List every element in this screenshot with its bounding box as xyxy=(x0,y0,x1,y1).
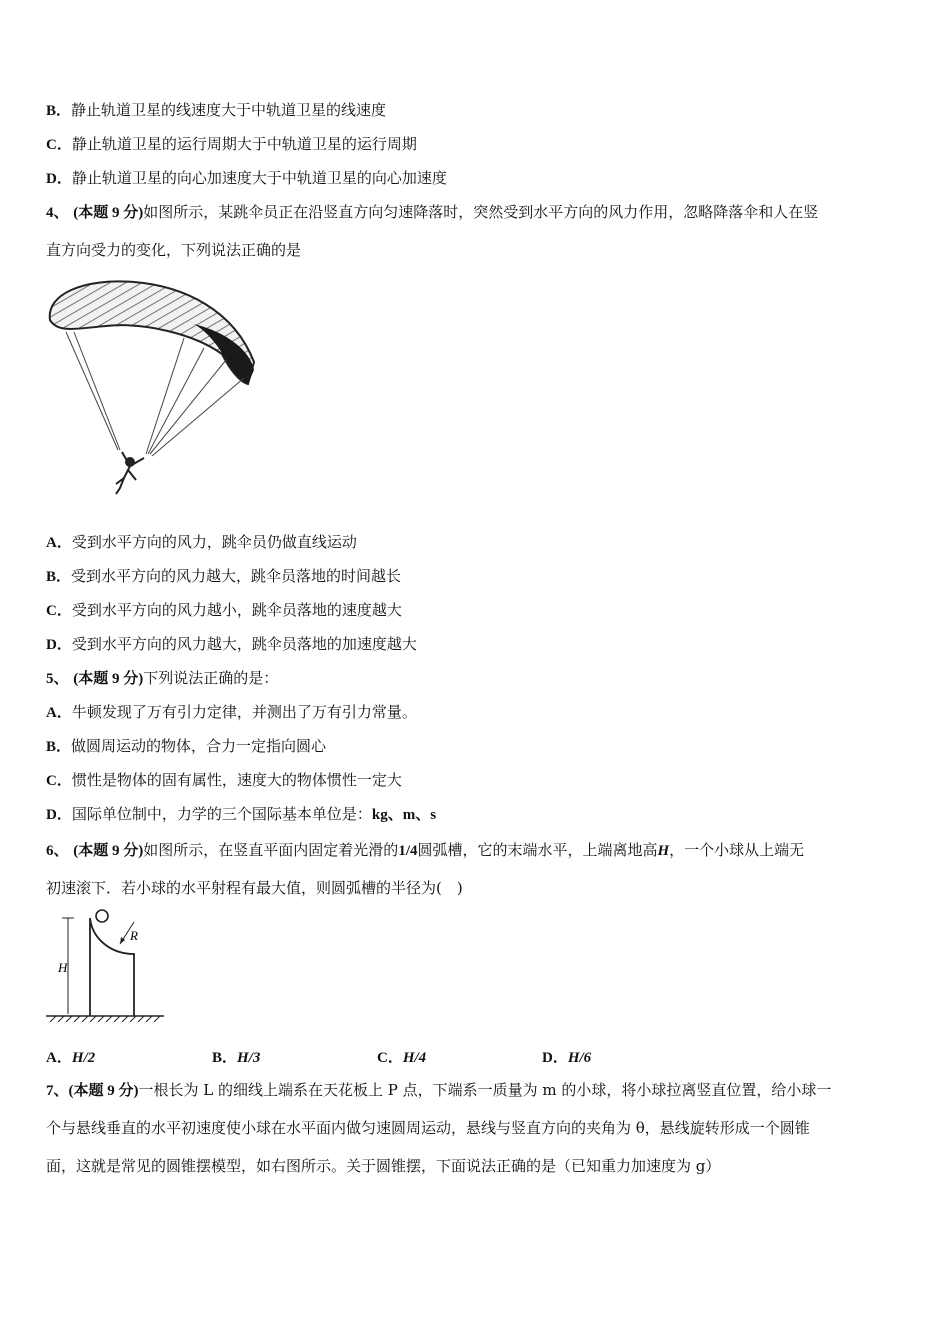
q6-option-d: D．H/6 xyxy=(542,1050,592,1066)
q4-option-d: D．受到水平方向的风力越大，跳伞员落地的加速度越大 xyxy=(46,635,417,653)
q5-stem: 5、 (本题 9 分)下列说法正确的是： xyxy=(46,669,279,687)
q3-option-d: D．静止轨道卫星的向心加速度大于中轨道卫星的向心加速度 xyxy=(46,169,447,187)
q7-line1: 7、(本题 9 分)一根长为 L 的细线上端系在天花板上 P 点，下端系一质量为 m 的小球，将小球拉离竖直位置，给小球一 xyxy=(46,1081,832,1099)
q3-option-c: C．静止轨道卫星的运行周期大于中轨道卫星的运行周期 xyxy=(46,135,417,153)
parachutist-figure xyxy=(116,452,144,494)
q5-option-b: B．做圆周运动的物体，合力一定指向圆心 xyxy=(46,737,327,755)
q4-stem-line1: 4、 (本题 9 分)如图所示，某跳伞员正在沿竖直方向匀速降落时，突然受到水平方向的风力作用，忽略降落伞和人在竖 xyxy=(46,203,819,221)
suspension-line xyxy=(74,332,120,450)
q6-option-b: B．H/3 xyxy=(212,1050,261,1066)
canopy-shape xyxy=(50,281,254,384)
q7-line3: 面，这就是常见的圆锥摆模型，如右图所示。关于圆锥摆，下面说法正确的是（已知重力加速度为 g） xyxy=(46,1157,721,1175)
label-h: H xyxy=(58,960,68,975)
q4-option-c: C．受到水平方向的风力越小，跳伞员落地的速度越大 xyxy=(46,601,402,619)
q5-option-d: D．国际单位制中，力学的三个国际基本单位是：kg、m、s xyxy=(46,805,437,823)
label-r: R xyxy=(130,928,138,943)
q5-option-a: A．牛顿发现了万有引力定律，并测出了万有引力常量。 xyxy=(46,703,417,721)
suspension-line xyxy=(152,378,244,456)
ball xyxy=(96,910,108,922)
q4-option-b: B．受到水平方向的风力越大，跳伞员落地的时间越长 xyxy=(46,567,402,585)
q4-option-a: A．受到水平方向的风力，跳伞员仍做直线运动 xyxy=(46,533,357,551)
paraglider-figure xyxy=(44,274,264,499)
q6-stem-line2: 初速滚下．若小球的水平射程有最大值，则圆弧槽的半径为( ) xyxy=(46,879,463,897)
q4-stem-line2: 直方向受力的变化，下列说法正确的是 xyxy=(46,241,302,259)
arc-groove-figure xyxy=(44,908,168,1030)
q6-stem-line1: 6、 (本题 9 分)如图所示，在竖直平面内固定着光滑的1/4圆弧槽，它的末端水平，上端离地高H，一个小球从上端无 xyxy=(46,841,805,859)
q3-option-b: B．静止轨道卫星的线速度大于中轨道卫星的线速度 xyxy=(46,101,387,119)
q6-option-a: A．H/2 xyxy=(46,1050,96,1066)
q5-option-c: C．惯性是物体的固有属性，速度大的物体惯性一定大 xyxy=(46,771,402,789)
q7-line2: 个与悬线垂直的水平初速度使小球在水平面内做匀速圆周运动，悬线与竖直方向的夹角为 θ，悬线旋转形成一个圆锥 xyxy=(46,1119,810,1137)
suspension-line xyxy=(66,332,118,450)
q6-option-c: C．H/4 xyxy=(377,1050,427,1066)
